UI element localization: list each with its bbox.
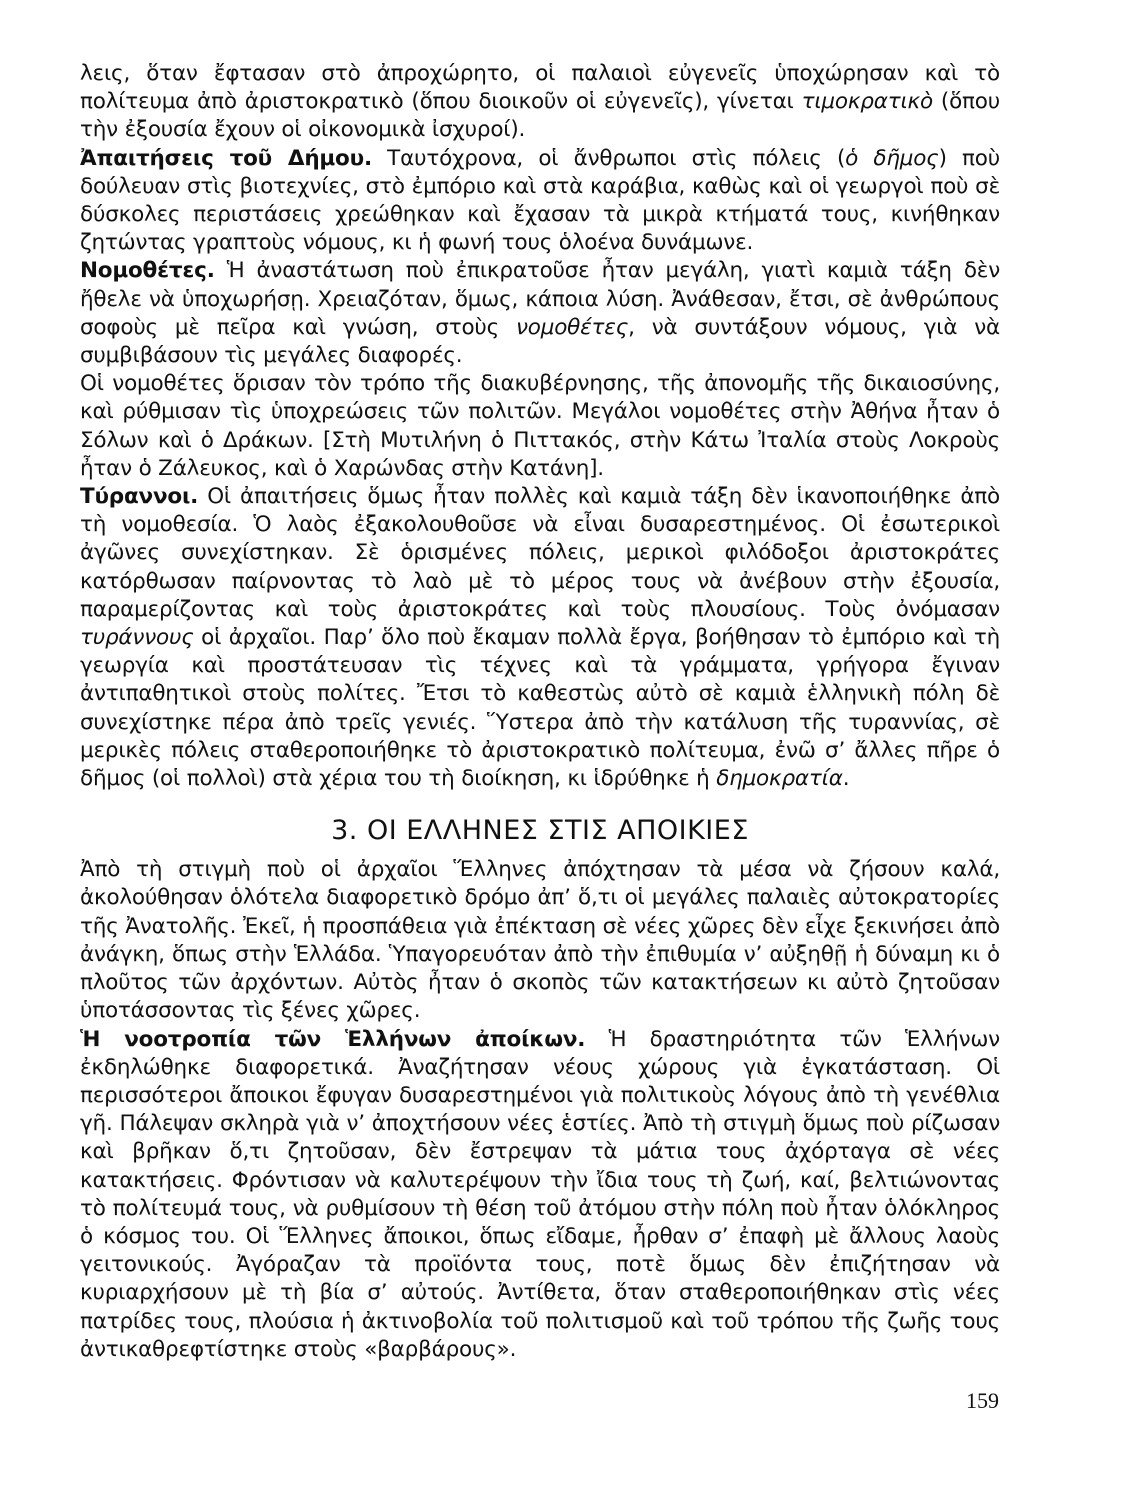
paragraph-heading: Τύραννοι.: [80, 484, 199, 510]
paragraph-text: Ἡ δραστηριότητα τῶν Ἑλλήνων ἐκδηλώθηκε διαφορετικά. Ἀναζήτησαν νέους χώρους γιὰ ἐγκατάσταση. Οἱ περισσότεροι ἄποικοι ἔφυγαν δυσαρεστημένοι γιὰ πολιτικοὺς λόγους ἀπὸ τὴ γενέθλια γῆ. Πάλεψαν σκληρὰ γιὰ ν’ ἀποχτήσουν νέες ἑστίες. Ἀπὸ τὴ στιγμὴ ὅμως ποὺ ρίζωσαν καὶ βρῆκαν ὅ,τι ζητοῦσαν, δὲν ἔστρεψαν τὰ μάτια τους ἀχόρταγα σὲ νέες κατακτήσεις. Φρόντισαν νὰ καλυτερέψουν τὴν ἴδια τους τὴ ζωή, καί, βελτιώνοντας τὸ πολίτευμά τους, νὰ ρυθμίσουν τὴ θέση τοῦ ἀτόμου στὴν πόλη ποὺ ἦταν ὁλόκληρος ὁ κόσμος του. Οἱ Ἕλληνες ἄποικοι, ὅπως εἴδαμε, ἦρθαν σ’ ἐπαφὴ μὲ ἄλλους λαοὺς γειτονικούς. Ἀγόραζαν τὰ προϊόντα τους, ποτὲ ὅμως δὲν ἐπιζήτησαν νὰ κυριαρχήσουν μὲ τὴ βία σ’ αὐτούς. Ἀντίθετα, ὅταν σταθεροποιήθηκαν στὶς νέες πατρίδες τους, πλούσια ἡ ἀκτινοβολία τοῦ πολιτισμοῦ καὶ τοῦ τρόπου τῆς ζωῆς τους ἀντικαθρεφτίστηκε στοὺς «βαρβάρους».: [80, 1026, 1000, 1362]
paragraph: [80, 145, 1000, 258]
paragraph: [80, 483, 1000, 793]
paragraph-text: Οἱ ἀπαιτήσεις ὅμως ἦταν πολλὲς καὶ καμιὰ τάξη δὲν ἱκανοποιήθηκε ἀπὸ τὴ νομοθεσία. Ὁ λαὸς ἐξακολουθοῦσε νὰ εἶναι δυσαρεστημένος. Οἱ ἐσωτερικοὶ ἀγῶνες συνεχίστηκαν. Σὲ ὁρισμένες πόλεις, μερικοὶ φιλόδοξοι ἀριστοκράτες κατόρθωσαν παίρνοντας τὸ λαὸ μὲ τὸ μέρος τους νὰ ἀνέβουν στὴν ἐξουσία, παραμερίζοντας καὶ τοὺς ἀριστοκράτες καὶ τοὺς πλουσίους. Τοὺς ὀνόμασαν: [80, 484, 1000, 622]
paragraph-text: Ἀπὸ τὴ στιγμὴ ποὺ οἱ ἀρχαῖοι Ἕλληνες ἀπόχτησαν τὰ μέσα νὰ ζήσουν καλά, ἀκολούθησαν ὁλότελα διαφορετικὸ δρόμο ἀπ’ ὅ,τι οἱ μεγάλες παλαιὲς αὐτοκρατορίες τῆς Ἀνατολῆς. Ἐκεῖ, ἡ προσπάθεια γιὰ ἐπέκταση σὲ νέες χῶρες δὲν εἶχε ξεκινήσει ἀπὸ ἀνάγκη, ὅπως στὴν Ἑλλάδα. Ὑπαγορευόταν ἀπὸ τὴν ἐπιθυμία ν’ αὐξηθῇ ἡ δύναμη κι ὁ πλοῦτος τῶν ἀρχόντων. Αὐτὸς ἦταν ὁ σκοπὸς τῶν κατακτήσεων κι αὐτὸ ζητοῦσαν ὑποτάσσοντας τὶς ξένες χῶρες.: [80, 857, 1000, 1024]
page-content: [80, 60, 1000, 1364]
paragraph-text: , νὰ συντάξουν νόμους, γιὰ νὰ συμβιβάσουν τὶς μεγάλες διαφορές.: [80, 314, 1000, 369]
italic-term: τιμοκρατικὸ: [801, 89, 933, 115]
italic-term: δημοκρατία: [716, 766, 843, 792]
paragraph-text: ) ποὺ δούλευαν στὶς βιοτεχνίες, στὸ ἐμπόριο καὶ στὰ καράβια, καθὼς καὶ οἱ γεωργοὶ ποὺ σὲ δύσκολες περιστάσεις χρεώθηκαν καὶ ἔχασαν τὰ μικρὰ κτήματά τους, κινήθηκαν ζητώντας γραπτοὺς νόμους, κι ἡ φωνή τους ὁλοένα δυνάμωνε.: [80, 145, 1000, 256]
paragraph-heading: Ἡ νοοτροπία τῶν Ἑλλήνων ἀποίκων.: [80, 1026, 586, 1052]
paragraph: [80, 856, 1000, 1025]
paragraph: [80, 257, 1000, 370]
paragraph: [80, 1026, 1000, 1364]
paragraph-text: λεις, ὅταν ἔφτασαν στὸ ἀπροχώρητο, οἱ παλαιοὶ εὐγενεῖς ὑποχώρησαν καὶ τὸ πολίτευμα ἀπὸ ἀριστοκρατικὸ (ὅπου διοικοῦν οἱ εὐγενεῖς), γίνεται: [80, 61, 1000, 115]
paragraph-heading: Ἀπαιτήσεις τοῦ Δήμου.: [80, 145, 372, 171]
paragraph: [80, 60, 1000, 145]
italic-term: νομοθέτες: [515, 314, 629, 340]
page-number: 159: [966, 1388, 999, 1413]
paragraph-heading: Νομοθέτες.: [80, 258, 215, 284]
text-section-top: [80, 60, 1000, 793]
paragraph-text: Οἱ νομοθέτες ὅρισαν τὸν τρόπο τῆς διακυβέρνησης, τῆς ἀπονομῆς τῆς δικαιοσύνης, καὶ ρύθμισαν τὶς ὑποχρεώσεις τῶν πολιτῶν. Μεγάλοι νομοθέτες στὴν Ἀθήνα ἦταν ὁ Σόλων καὶ ὁ Δράκων. [Στὴ Μυτιλήνη ὁ Πιττακός, στὴν Κάτω Ἰταλία στοὺς Λοκροὺς ἦταν ὁ Ζάλευκος, καὶ ὁ Χαρώνδας στὴν Κατάνη].: [80, 371, 1000, 481]
paragraph-text: Ταυτόχρονα, οἱ ἄνθρωποι στὶς πόλεις (: [371, 145, 846, 171]
italic-term: ὁ δῆμος: [845, 145, 939, 171]
section-title: 3. ΟΙ ΕΛΛΗΝΕΣ ΣΤΙΣ ΑΠΟΙΚΙΕΣ: [331, 815, 749, 847]
paragraph-text: οἱ ἀρχαῖοι. Παρ’ ὅλο ποὺ ἔκαμαν πολλὰ ἔργα, βοήθησαν τὸ ἐμπόριο καὶ τὴ γεωργία καὶ προστάτευσαν τὶς τέχνες καὶ τὰ γράμματα, γρήγορα ἔγιναν ἀντιπαθητικοὶ στοὺς πολίτες. Ἔτσι τὸ καθεστὼς αὐτὸ σὲ καμιὰ ἑλληνικὴ πόλη δὲ συνεχίστηκε πέρα ἀπὸ τρεῖς γενιές. Ὕστερα ἀπὸ τὴν κατάλυση τῆς τυραννίας, σὲ μερικὲς πόλεις σταθεροποιήθηκε τὸ ἀριστοκρατικὸ πολίτευμα, ἐνῶ σ’ ἄλλες πῆρε ὁ δῆμος (οἱ πολλοὶ) στὰ χέρια του τὴ διοίκηση, κι ἱδρύθηκε ἡ: [80, 625, 1000, 792]
paragraph: [80, 370, 1000, 483]
paragraph-text: .: [842, 766, 850, 792]
paragraph-text: (ὅπου τὴν ἐξουσία ἔχουν οἱ οἰκονομικὰ ἰσχυροί).: [80, 89, 1000, 143]
text-section-bottom: [80, 856, 1000, 1364]
paragraph-text: Ἡ ἀναστάτωση ποὺ ἐπικρατοῦσε ἦταν μεγάλη, γιατὶ καμιὰ τάξη δὲν ἤθελε νὰ ὑποχωρήσῃ. Χρειαζόταν, ὅμως, κάποια λύση. Ἀνάθεσαν, ἔτσι, σὲ ἀνθρώπους σοφοὺς μὲ πεῖρα καὶ γνώση, στοὺς: [80, 258, 1000, 340]
italic-term: τυράννους: [80, 625, 194, 651]
